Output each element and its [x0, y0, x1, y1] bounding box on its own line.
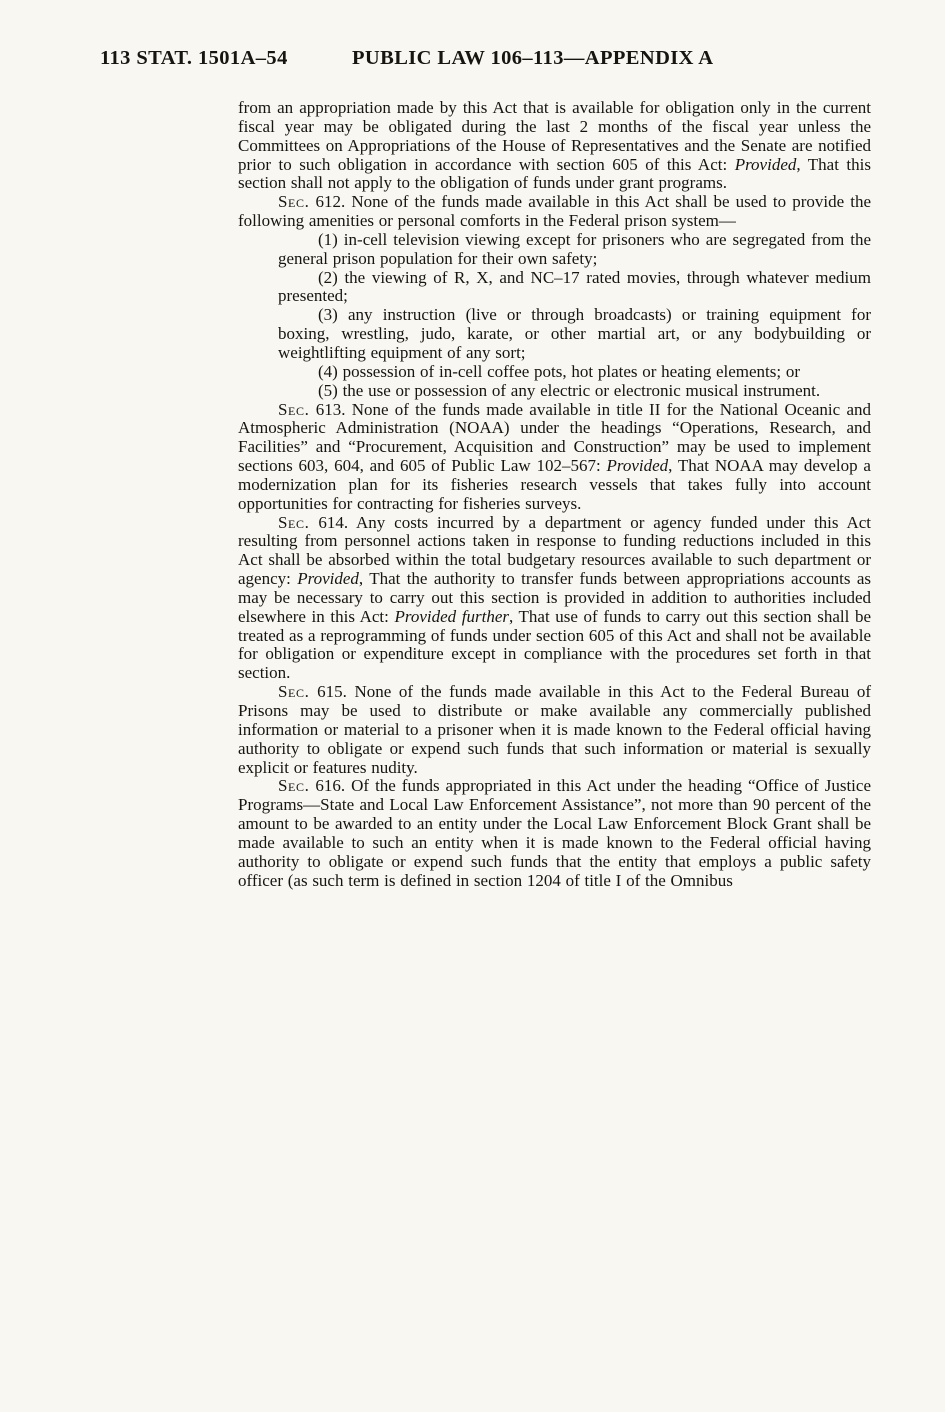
- text-run: Provided further: [394, 606, 509, 626]
- text-run: (3) any instruction (live or through broadcasts) or training equipment for boxing, wrestling, judo, karate, or other martial art, or any bodybuilding or weightlifting equipment of any sort;: [278, 305, 871, 362]
- paragraph: [238, 514, 871, 684]
- text-run: (5) the use or possession of any electric or electronic musical instrument.: [318, 380, 821, 400]
- text-run: Sec.: [278, 192, 310, 212]
- text-run: , That this section shall not apply to the obligation of funds under grant programs.: [238, 154, 871, 193]
- text-run: Provided: [297, 569, 359, 589]
- text-run: 615. None of the funds made available in this Act to the Federal Bureau of Prisons may be used to distribute or make available any commercially published information or material to a prisoner when it is made known to the Federal official having authority to obligate or expend such funds that such information or material is sexually explicit or features nudity.: [238, 682, 871, 777]
- paragraph: [238, 777, 871, 890]
- text-run: Sec.: [278, 512, 310, 532]
- text-run: 613. None of the funds made available in title II for the National Oceanic and Atmospheric Administration (NOAA) under the headings “Operations, Research, and Facilities” and “Procurement, Acquisition and Construction” may be used to implement sections 603, 604, and 605 of Public Law 102–567:: [238, 399, 871, 476]
- text-run: Provided: [606, 456, 669, 476]
- paragraph: [238, 193, 871, 231]
- paragraph: [278, 382, 871, 401]
- paragraph: [238, 401, 871, 514]
- paragraph: [238, 683, 871, 777]
- text-run: (1) in-cell television viewing except for prisoners who are segregated from the general prison population for their own safety;: [278, 229, 871, 268]
- text-run: Sec.: [278, 776, 310, 796]
- text-run: 616. Of the funds appropriated in this Act under the heading “Office of Justice Programs—State and Local Law Enforcement Assistance”, not more than 90 percent of the amount to be awarded to an entity under the Local Law Enforcement Block Grant shall be made available to such an entity when it is made known to the Federal official having authority to obligate or expend such funds that the entity that employs a public safety officer (as such term is defined in section 1204 of title I of the Omnibus: [238, 776, 871, 890]
- text-run: , That the authority to transfer funds between appropriations accounts as may be necessary to carry out this section is provided in addition to authorities included elsewhere in this Act:: [238, 569, 872, 626]
- text-run: , That NOAA may develop a modernization plan for its fisheries research vessels that takes fully into account opportunities for contracting for fisheries surveys.: [238, 456, 871, 513]
- paragraph: [278, 363, 871, 382]
- stat-page-number: 113 STAT. 1501A–54: [100, 47, 288, 69]
- text-run: (4) possession of in-cell coffee pots, hot plates or heating elements; or: [318, 361, 801, 381]
- text-run: Sec.: [278, 682, 310, 702]
- law-title: PUBLIC LAW 106–113—APPENDIX A: [352, 47, 714, 69]
- paragraph: [238, 99, 871, 193]
- running-header: [100, 47, 880, 70]
- text-run: , That use of funds to carry out this section shall be treated as a reprogramming of funds under section 605 of this Act and shall not be available for obligation or expenditure except in compliance with the procedures set forth in that section.: [238, 606, 872, 683]
- document-body: [238, 99, 871, 890]
- text-run: 612. None of the funds made available in this Act shall be used to provide the following amenities or personal comforts in the Federal prison system—: [238, 192, 871, 231]
- text-run: 614. Any costs incurred by a department or agency funded under this Act resulting from personnel actions taken in response to funding reductions included in this Act shall be absorbed within the total budgetary resources available to such department or agency:: [238, 512, 871, 589]
- paragraph: [278, 306, 871, 363]
- text-run: Sec.: [278, 399, 310, 419]
- paragraph: [278, 231, 871, 269]
- text-run: from an appropriation made by this Act that is available for obligation only in the current fiscal year may be obligated during the last 2 months of the fiscal year unless the Committees on Appropriations of the House of Representatives and the Senate are notified prior to such obligation in accordance with section 605 of this Act:: [238, 98, 871, 174]
- paragraph: [278, 269, 871, 307]
- text-run: (2) the viewing of R, X, and NC–17 rated movies, through whatever medium presented;: [278, 267, 871, 306]
- text-run: Provided: [734, 154, 797, 174]
